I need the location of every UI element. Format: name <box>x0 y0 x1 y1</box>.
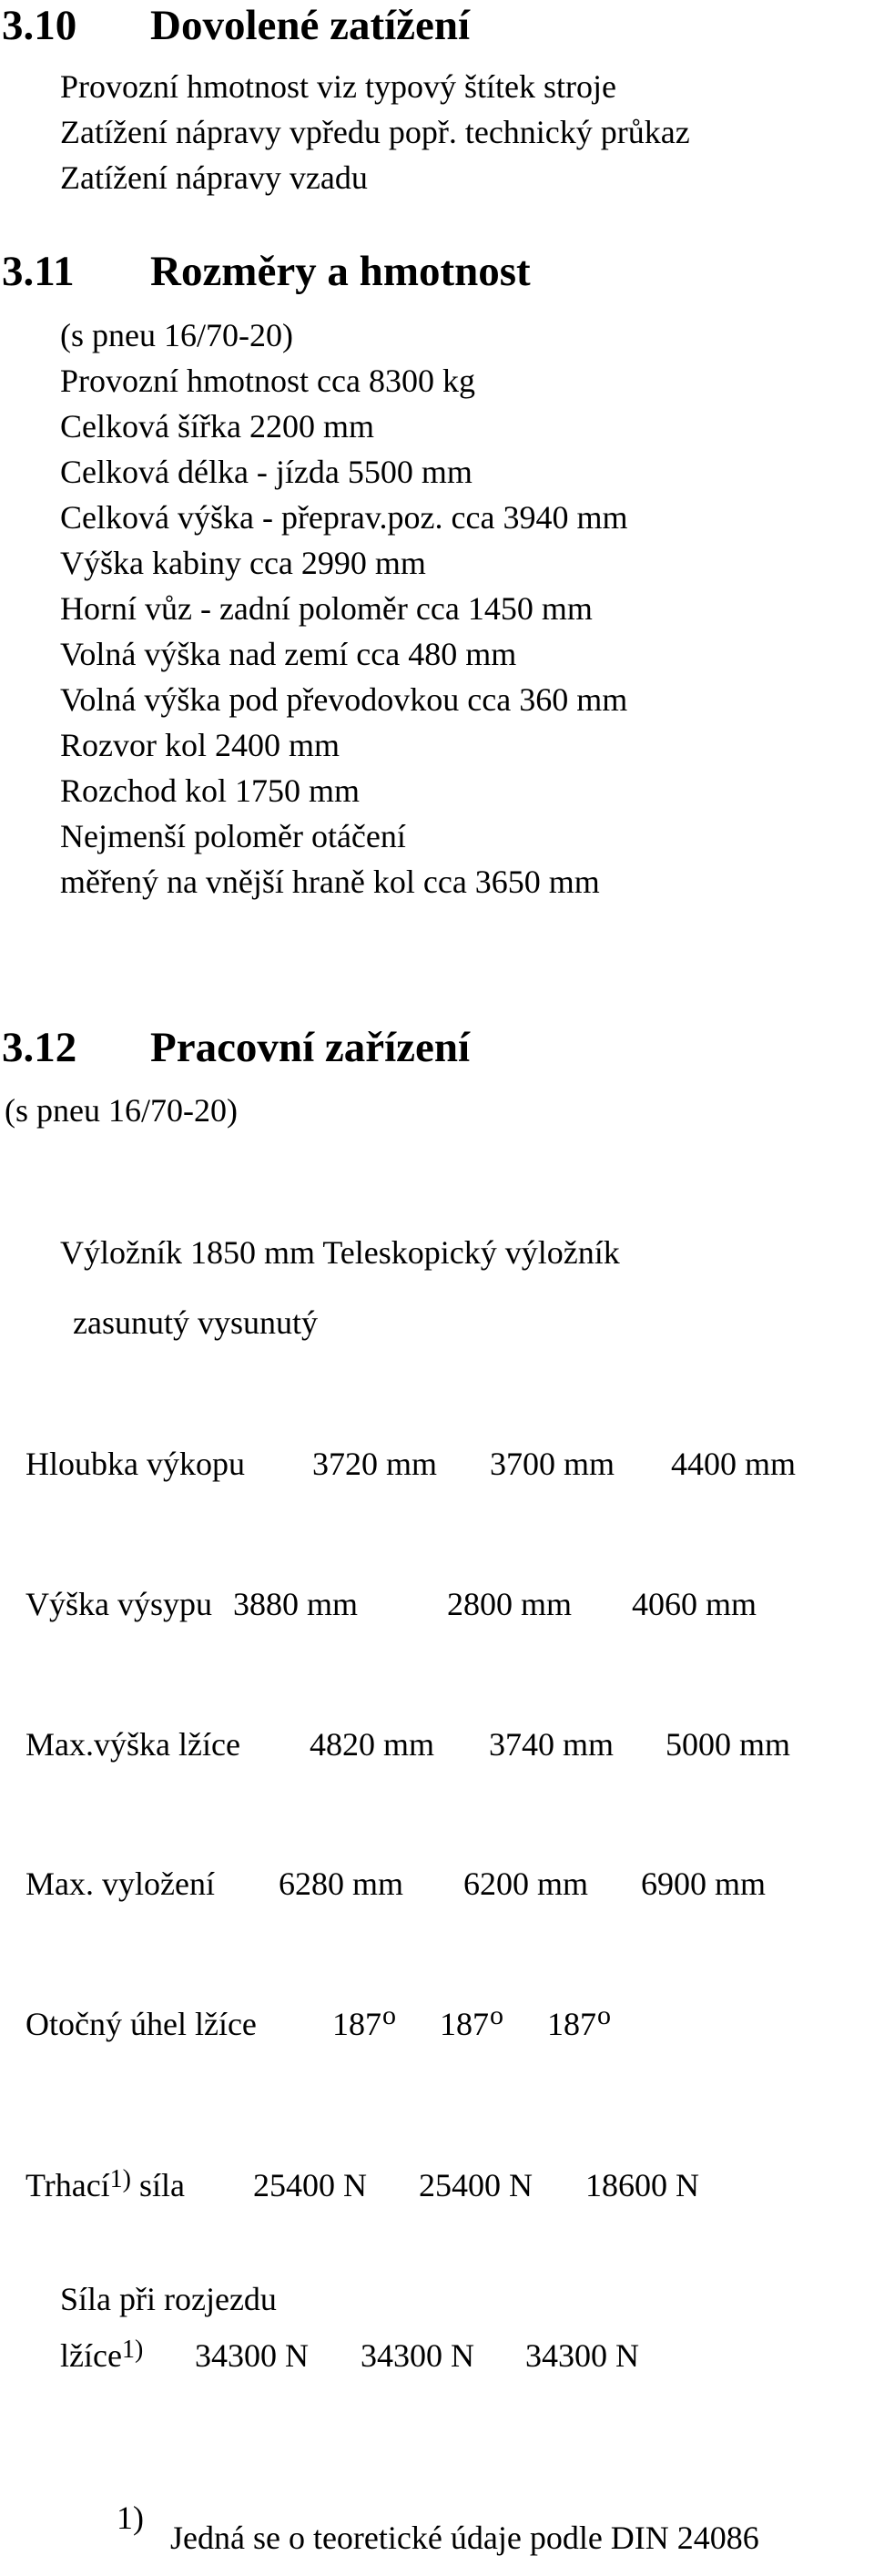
row-label-a: Trhací <box>25 2167 110 2203</box>
row-label <box>25 2165 185 2203</box>
row-label: Otočný úhel lžíce <box>25 2006 257 2042</box>
row-value <box>547 2000 611 2042</box>
table-header-boom: Výložník 1850 mm Teleskopický výložník <box>60 1234 620 1271</box>
text-line: Celková délka - jízda 5500 mm <box>60 454 473 490</box>
row-label: Hloubka výkopu <box>25 1446 245 1482</box>
row-value: 6200 mm <box>463 1866 589 1902</box>
row-value: 4820 mm <box>310 1726 435 1763</box>
row-label: Výška výsypu <box>25 1586 212 1622</box>
row-label <box>60 2336 144 2374</box>
degree-sign: o <box>597 2000 611 2030</box>
section-3-10-number: 3.10 <box>2 2 77 49</box>
text-line: Celková výška - přeprav.poz. cca 3940 mm <box>60 499 628 536</box>
angle-value: 187 <box>547 2006 596 2042</box>
footnote-text: Jedná se o teoretické údaje podle DIN 24086 <box>170 2520 759 2556</box>
angle-value: 187 <box>440 2006 489 2042</box>
row-value: 4060 mm <box>632 1586 757 1622</box>
footnote-mark: 1) <box>117 2499 144 2536</box>
row-value: 6900 mm <box>641 1866 767 1902</box>
text-line: Rozchod kol 1750 mm <box>60 772 360 809</box>
row-value: 18600 N <box>585 2167 699 2203</box>
text-line: Volná výška nad zemí cca 480 mm <box>60 636 517 672</box>
footnote-ref: 1) <box>121 2336 144 2364</box>
text-line: Rozvor kol 2400 mm <box>60 727 340 763</box>
footnote-ref: 1) <box>109 2165 131 2193</box>
angle-value: 187 <box>332 2006 381 2042</box>
text-line: Výška kabiny cca 2990 mm <box>60 545 426 581</box>
row-label-line1: Síla při rozjezdu <box>60 2281 277 2317</box>
text-line: Provozní hmotnost viz typový štítek stroje <box>60 68 616 105</box>
section-3-12-number: 3.12 <box>2 1024 77 1071</box>
text-line: Zatížení nápravy vzadu <box>60 159 368 196</box>
row-value: 34300 N <box>361 2337 474 2374</box>
text-line: Provozní hmotnost cca 8300 kg <box>60 363 475 399</box>
row-value: 25400 N <box>253 2167 367 2203</box>
row-label: Max. vyložení <box>25 1866 215 1902</box>
text-line: Volná výška pod převodovkou cca 360 mm <box>60 681 628 718</box>
row-label-a: lžíce <box>60 2337 122 2374</box>
row-value: 6280 mm <box>279 1866 404 1902</box>
text-line: Zatížení nápravy vpředu popř. technický průkaz <box>60 114 690 150</box>
row-value: 2800 mm <box>447 1586 573 1622</box>
section-3-11-title: Rozměry a hmotnost <box>150 248 531 295</box>
row-value: 3880 mm <box>233 1586 359 1622</box>
row-value: 5000 mm <box>666 1726 791 1763</box>
degree-sign: o <box>382 2000 396 2030</box>
section-3-10-title: Dovolené zatížení <box>150 2 471 49</box>
row-value: 3740 mm <box>489 1726 615 1763</box>
degree-sign: o <box>490 2000 503 2030</box>
section-3-12-title: Pracovní zařízení <box>150 1024 471 1071</box>
row-value: 4400 mm <box>671 1446 797 1482</box>
row-value: 3700 mm <box>490 1446 615 1482</box>
row-value <box>440 2000 503 2042</box>
row-value: 34300 N <box>525 2337 639 2374</box>
row-value: 25400 N <box>419 2167 533 2203</box>
text-line: Nejmenší poloměr otáčení <box>60 818 406 854</box>
row-label: Max.výška lžíce <box>25 1726 240 1763</box>
row-value: 3720 mm <box>312 1446 438 1482</box>
row-value: 34300 N <box>195 2337 309 2374</box>
text-line: (s pneu 16/70-20) <box>60 317 293 353</box>
text-line: Horní vůz - zadní poloměr cca 1450 mm <box>60 590 593 627</box>
section-3-11-number: 3.11 <box>2 248 75 295</box>
section-3-12-subtitle: (s pneu 16/70-20) <box>5 1092 238 1129</box>
row-value <box>332 2000 396 2042</box>
row-label-b: síla <box>139 2167 185 2203</box>
text-line: měřený na vnější hraně kol cca 3650 mm <box>60 864 600 900</box>
table-header-telescopic: zasunutý vysunutý <box>73 1304 318 1341</box>
text-line: Celková šířka 2200 mm <box>60 408 374 445</box>
